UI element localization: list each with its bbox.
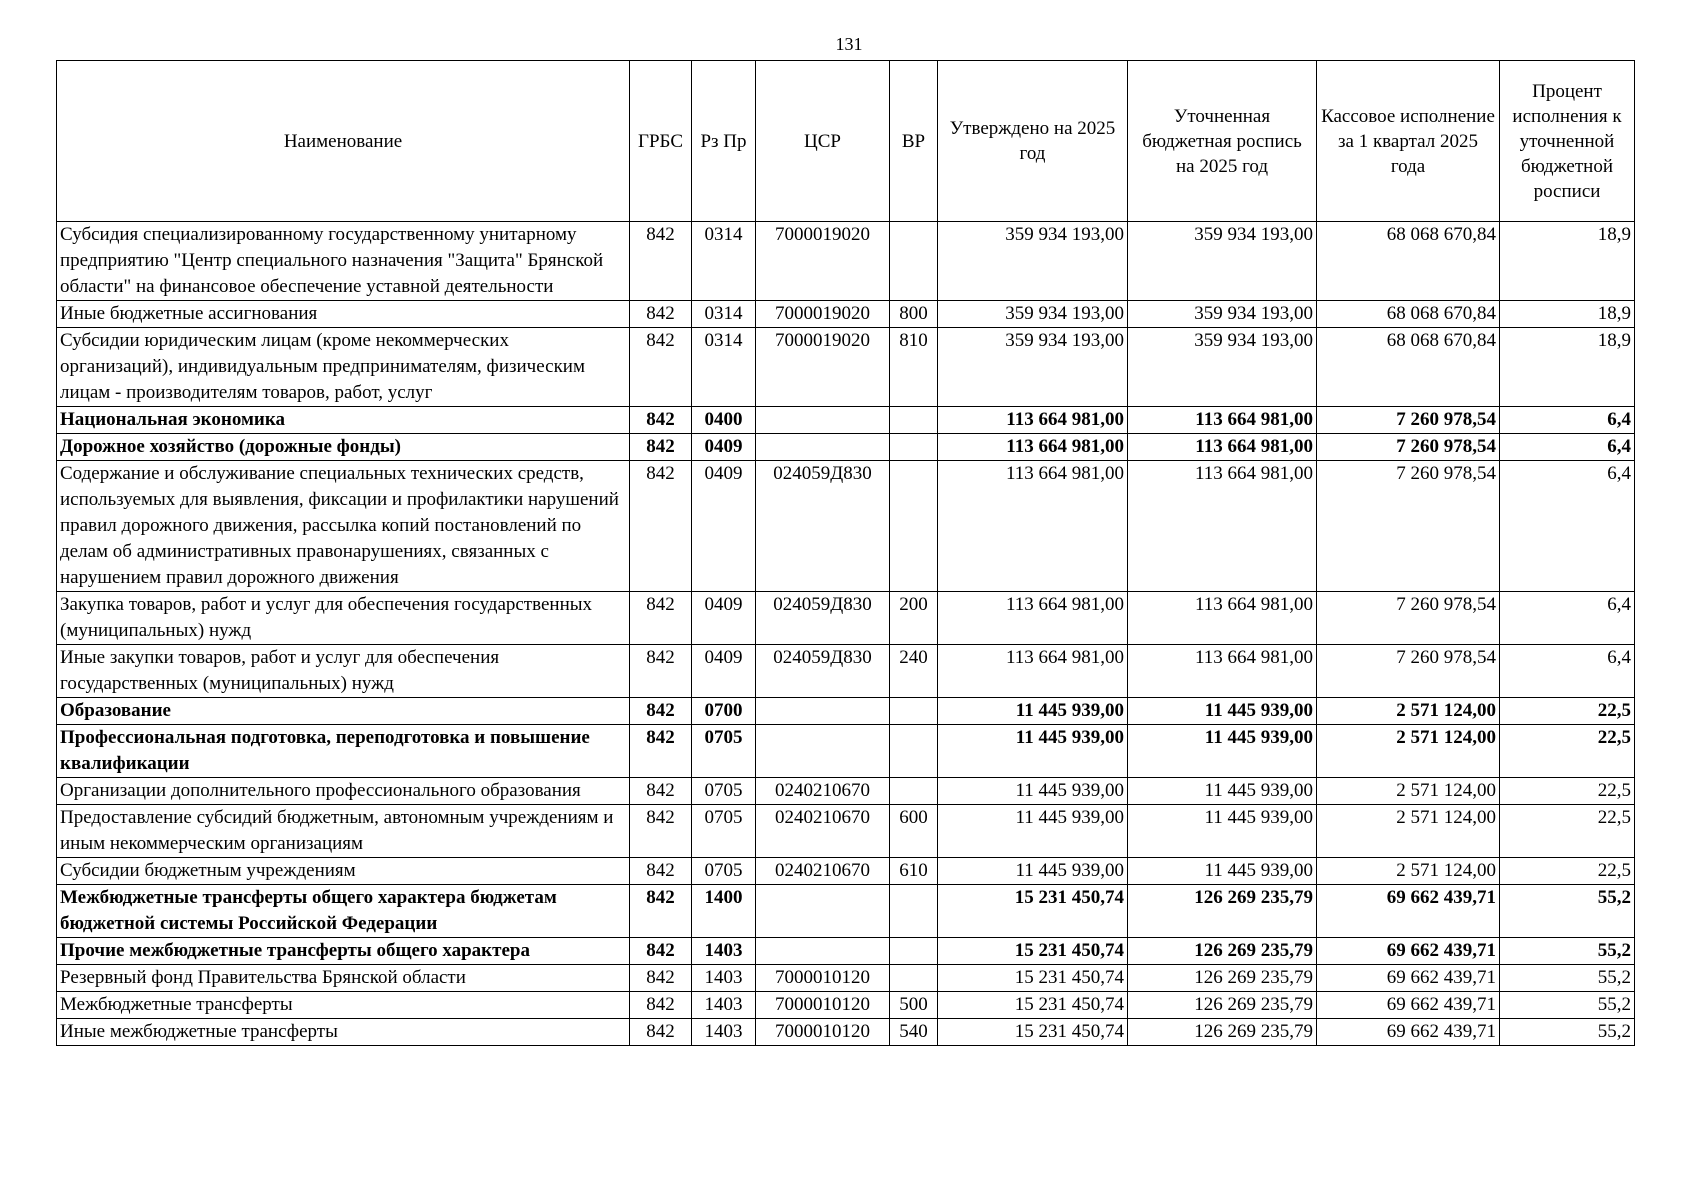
row-grbs: 842 — [630, 301, 692, 328]
row-name: Дорожное хозяйство (дорожные фонды) — [57, 434, 630, 461]
row-percent: 6,4 — [1500, 461, 1635, 592]
row-cash: 69 662 439,71 — [1317, 885, 1500, 938]
table-row — [57, 992, 1635, 1019]
row-vr: 810 — [890, 328, 938, 407]
row-name: Образование — [57, 698, 630, 725]
row-vr — [890, 778, 938, 805]
row-approved: 11 445 939,00 — [938, 805, 1128, 858]
row-rzpr: 0409 — [692, 645, 756, 698]
row-percent: 22,5 — [1500, 805, 1635, 858]
row-rzpr: 0705 — [692, 778, 756, 805]
row-cash: 2 571 124,00 — [1317, 778, 1500, 805]
row-refined: 126 269 235,79 — [1128, 965, 1317, 992]
row-grbs: 842 — [630, 222, 692, 301]
row-refined: 11 445 939,00 — [1128, 698, 1317, 725]
row-cash: 2 571 124,00 — [1317, 858, 1500, 885]
row-name: Межбюджетные трансферты — [57, 992, 630, 1019]
row-csr: 7000019020 — [756, 328, 890, 407]
row-approved: 15 231 450,74 — [938, 938, 1128, 965]
row-csr — [756, 407, 890, 434]
row-rzpr: 1403 — [692, 965, 756, 992]
row-rzpr: 1400 — [692, 885, 756, 938]
row-csr: 0240210670 — [756, 778, 890, 805]
row-refined: 359 934 193,00 — [1128, 301, 1317, 328]
row-cash: 68 068 670,84 — [1317, 222, 1500, 301]
row-cash: 69 662 439,71 — [1317, 965, 1500, 992]
row-vr — [890, 885, 938, 938]
row-name: Субсидии бюджетным учреждениям — [57, 858, 630, 885]
header-csr: ЦСР — [756, 61, 890, 222]
row-refined: 126 269 235,79 — [1128, 992, 1317, 1019]
row-csr — [756, 725, 890, 778]
row-csr: 7000010120 — [756, 965, 890, 992]
row-cash: 2 571 124,00 — [1317, 805, 1500, 858]
row-vr: 610 — [890, 858, 938, 885]
row-csr: 7000010120 — [756, 1019, 890, 1046]
row-percent: 6,4 — [1500, 407, 1635, 434]
row-cash: 7 260 978,54 — [1317, 645, 1500, 698]
row-cash: 2 571 124,00 — [1317, 698, 1500, 725]
table-body — [57, 222, 1635, 1046]
row-approved: 113 664 981,00 — [938, 645, 1128, 698]
table-row — [57, 407, 1635, 434]
row-name: Профессиональная подготовка, переподготовка и повышение квалификации — [57, 725, 630, 778]
row-cash: 7 260 978,54 — [1317, 461, 1500, 592]
row-percent: 6,4 — [1500, 645, 1635, 698]
row-approved: 15 231 450,74 — [938, 885, 1128, 938]
row-cash: 7 260 978,54 — [1317, 407, 1500, 434]
header-rzpr: Рз Пр — [692, 61, 756, 222]
row-approved: 11 445 939,00 — [938, 778, 1128, 805]
row-refined: 126 269 235,79 — [1128, 1019, 1317, 1046]
row-grbs: 842 — [630, 328, 692, 407]
row-name: Межбюджетные трансферты общего характера бюджетам бюджетной системы Российской Федерации — [57, 885, 630, 938]
row-name: Национальная экономика — [57, 407, 630, 434]
row-grbs: 842 — [630, 434, 692, 461]
table-row — [57, 461, 1635, 592]
row-percent: 6,4 — [1500, 434, 1635, 461]
row-csr: 0240210670 — [756, 858, 890, 885]
table-row — [57, 645, 1635, 698]
row-approved: 113 664 981,00 — [938, 407, 1128, 434]
row-percent: 22,5 — [1500, 858, 1635, 885]
row-vr — [890, 698, 938, 725]
row-cash: 7 260 978,54 — [1317, 434, 1500, 461]
row-percent: 6,4 — [1500, 592, 1635, 645]
row-grbs: 842 — [630, 992, 692, 1019]
row-csr: 024059Д830 — [756, 592, 890, 645]
row-approved: 359 934 193,00 — [938, 222, 1128, 301]
row-percent: 55,2 — [1500, 992, 1635, 1019]
row-percent: 55,2 — [1500, 885, 1635, 938]
row-refined: 113 664 981,00 — [1128, 645, 1317, 698]
row-cash: 69 662 439,71 — [1317, 1019, 1500, 1046]
table-row — [57, 725, 1635, 778]
row-rzpr: 0409 — [692, 592, 756, 645]
table-row — [57, 592, 1635, 645]
row-vr: 800 — [890, 301, 938, 328]
row-grbs: 842 — [630, 645, 692, 698]
row-approved: 113 664 981,00 — [938, 434, 1128, 461]
table-row — [57, 698, 1635, 725]
row-refined: 11 445 939,00 — [1128, 858, 1317, 885]
row-percent: 55,2 — [1500, 1019, 1635, 1046]
table-row — [57, 301, 1635, 328]
row-name: Иные бюджетные ассигнования — [57, 301, 630, 328]
row-vr — [890, 938, 938, 965]
row-rzpr: 0705 — [692, 805, 756, 858]
row-name: Предоставление субсидий бюджетным, автономным учреждениям и иным некоммерческим организациям — [57, 805, 630, 858]
header-approved: Утверждено на 2025 год — [938, 61, 1128, 222]
row-approved: 11 445 939,00 — [938, 858, 1128, 885]
header-cash: Кассовое исполнение за 1 квартал 2025 года — [1317, 61, 1500, 222]
row-rzpr: 0700 — [692, 698, 756, 725]
row-name: Субсидия специализированному государственному унитарному предприятию "Центр специального назначения "Защита" Брянской области" на финансовое обеспечение уставной деятельности — [57, 222, 630, 301]
row-rzpr: 1403 — [692, 1019, 756, 1046]
row-refined: 113 664 981,00 — [1128, 592, 1317, 645]
row-grbs: 842 — [630, 698, 692, 725]
table-row — [57, 222, 1635, 301]
row-cash: 69 662 439,71 — [1317, 938, 1500, 965]
row-rzpr: 0314 — [692, 301, 756, 328]
table-row — [57, 805, 1635, 858]
header-vr: ВР — [890, 61, 938, 222]
row-grbs: 842 — [630, 938, 692, 965]
row-csr — [756, 885, 890, 938]
row-cash: 69 662 439,71 — [1317, 992, 1500, 1019]
row-vr: 600 — [890, 805, 938, 858]
row-approved: 11 445 939,00 — [938, 725, 1128, 778]
row-rzpr: 1403 — [692, 938, 756, 965]
row-percent: 18,9 — [1500, 328, 1635, 407]
row-grbs: 842 — [630, 778, 692, 805]
row-rzpr: 0409 — [692, 434, 756, 461]
row-grbs: 842 — [630, 407, 692, 434]
row-approved: 15 231 450,74 — [938, 965, 1128, 992]
table-row — [57, 885, 1635, 938]
header-grbs: ГРБС — [630, 61, 692, 222]
row-grbs: 842 — [630, 725, 692, 778]
row-percent: 55,2 — [1500, 938, 1635, 965]
row-approved: 113 664 981,00 — [938, 592, 1128, 645]
row-approved: 11 445 939,00 — [938, 698, 1128, 725]
row-csr: 024059Д830 — [756, 461, 890, 592]
row-grbs: 842 — [630, 1019, 692, 1046]
row-rzpr: 1403 — [692, 992, 756, 1019]
row-vr — [890, 965, 938, 992]
header-refined: Уточненная бюджетная роспись на 2025 год — [1128, 61, 1317, 222]
row-grbs: 842 — [630, 461, 692, 592]
row-rzpr: 0314 — [692, 328, 756, 407]
row-vr: 240 — [890, 645, 938, 698]
row-approved: 359 934 193,00 — [938, 301, 1128, 328]
row-vr — [890, 407, 938, 434]
row-cash: 2 571 124,00 — [1317, 725, 1500, 778]
row-csr: 7000019020 — [756, 222, 890, 301]
row-name: Резервный фонд Правительства Брянской области — [57, 965, 630, 992]
table-row — [57, 1019, 1635, 1046]
budget-table — [56, 60, 1635, 1046]
page-number: 131 — [835, 34, 863, 54]
row-vr: 200 — [890, 592, 938, 645]
row-refined: 113 664 981,00 — [1128, 434, 1317, 461]
row-rzpr: 0409 — [692, 461, 756, 592]
row-grbs: 842 — [630, 858, 692, 885]
row-grbs: 842 — [630, 592, 692, 645]
table-header-row — [57, 61, 1635, 222]
table-row — [57, 328, 1635, 407]
row-vr — [890, 725, 938, 778]
row-approved: 113 664 981,00 — [938, 461, 1128, 592]
row-csr: 7000010120 — [756, 992, 890, 1019]
row-name: Закупка товаров, работ и услуг для обеспечения государственных (муниципальных) нужд — [57, 592, 630, 645]
table-row — [57, 858, 1635, 885]
row-vr: 500 — [890, 992, 938, 1019]
row-cash: 68 068 670,84 — [1317, 328, 1500, 407]
row-csr: 024059Д830 — [756, 645, 890, 698]
table-row — [57, 965, 1635, 992]
row-percent: 18,9 — [1500, 222, 1635, 301]
row-rzpr: 0314 — [692, 222, 756, 301]
row-vr — [890, 461, 938, 592]
row-csr: 7000019020 — [756, 301, 890, 328]
row-grbs: 842 — [630, 805, 692, 858]
table-row — [57, 778, 1635, 805]
row-rzpr: 0705 — [692, 858, 756, 885]
row-rzpr: 0400 — [692, 407, 756, 434]
row-approved: 359 934 193,00 — [938, 328, 1128, 407]
row-refined: 359 934 193,00 — [1128, 222, 1317, 301]
row-refined: 126 269 235,79 — [1128, 938, 1317, 965]
row-refined: 126 269 235,79 — [1128, 885, 1317, 938]
row-name: Субсидии юридическим лицам (кроме некоммерческих организаций), индивидуальным предпринимателям, физическим лицам - производителям товаров, работ, услуг — [57, 328, 630, 407]
row-percent: 18,9 — [1500, 301, 1635, 328]
row-percent: 22,5 — [1500, 778, 1635, 805]
row-name: Организации дополнительного профессионального образования — [57, 778, 630, 805]
row-name: Иные межбюджетные трансферты — [57, 1019, 630, 1046]
row-grbs: 842 — [630, 885, 692, 938]
row-name: Прочие межбюджетные трансферты общего характера — [57, 938, 630, 965]
row-refined: 359 934 193,00 — [1128, 328, 1317, 407]
row-csr — [756, 698, 890, 725]
row-refined: 11 445 939,00 — [1128, 725, 1317, 778]
row-vr — [890, 222, 938, 301]
row-refined: 11 445 939,00 — [1128, 778, 1317, 805]
row-cash: 7 260 978,54 — [1317, 592, 1500, 645]
row-cash: 68 068 670,84 — [1317, 301, 1500, 328]
header-name: Наименование — [57, 61, 630, 222]
row-percent: 22,5 — [1500, 698, 1635, 725]
row-vr — [890, 434, 938, 461]
row-name: Содержание и обслуживание специальных технических средств, используемых для выявления, фиксации и профилактики нарушений правил дорожного движения, рассылка копий постановлений по делам об административных правонарушениях, связанных с нарушением правил дорожного движения — [57, 461, 630, 592]
table-row — [57, 434, 1635, 461]
row-refined: 113 664 981,00 — [1128, 461, 1317, 592]
row-refined: 113 664 981,00 — [1128, 407, 1317, 434]
row-approved: 15 231 450,74 — [938, 1019, 1128, 1046]
row-csr: 0240210670 — [756, 805, 890, 858]
row-vr: 540 — [890, 1019, 938, 1046]
row-refined: 11 445 939,00 — [1128, 805, 1317, 858]
row-percent: 55,2 — [1500, 965, 1635, 992]
row-grbs: 842 — [630, 965, 692, 992]
row-name: Иные закупки товаров, работ и услуг для обеспечения государственных (муниципальных) нужд — [57, 645, 630, 698]
row-csr — [756, 938, 890, 965]
header-percent: Процент исполнения к уточненной бюджетной росписи — [1500, 61, 1635, 222]
row-approved: 15 231 450,74 — [938, 992, 1128, 1019]
row-percent: 22,5 — [1500, 725, 1635, 778]
table-row — [57, 938, 1635, 965]
row-rzpr: 0705 — [692, 725, 756, 778]
row-csr — [756, 434, 890, 461]
